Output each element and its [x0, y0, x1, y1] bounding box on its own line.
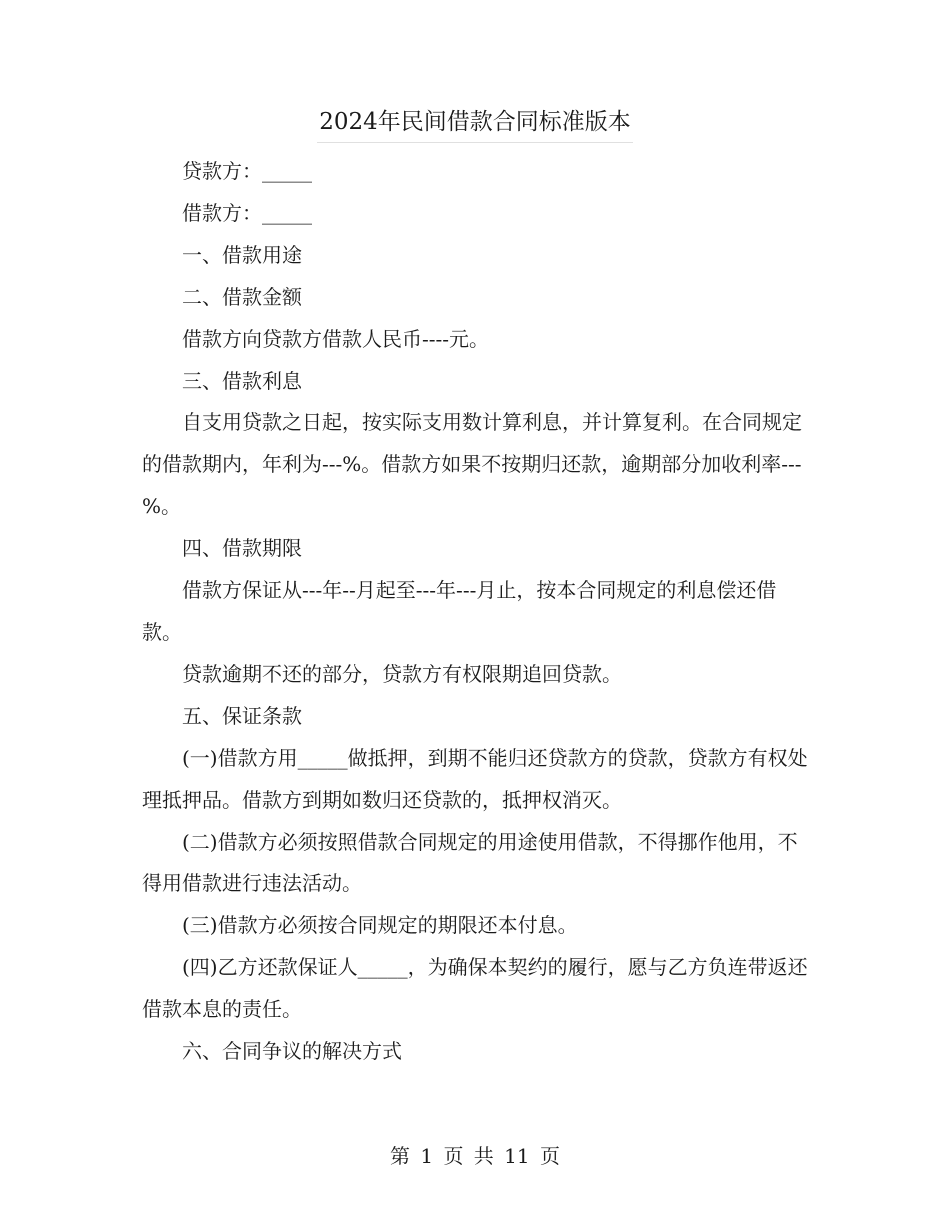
document-title-wrapper [0, 104, 950, 143]
paragraph-borrower: 借款方：_____ [182, 200, 312, 225]
clause-guarantee-2: (二)借款方必须按照借款合同规定的用途使用借款，不得挪作他用，不得用借款进行违法活动。 [142, 829, 798, 896]
section-heading-dispute: 六、合同争议的解决方式 [182, 1039, 402, 1064]
section-heading-amount: 二、借款金额 [182, 284, 302, 309]
clause-guarantee-1: (一)借款方用_____做抵押，到期不能归还贷款方的贷款，贷款方有权处理抵押品。借款方到期如数归还贷款的，抵押权消灭。 [142, 745, 808, 812]
section-heading-purpose: 一、借款用途 [182, 242, 302, 267]
paragraph-amount: 借款方向贷款方借款人民币----元。 [182, 326, 490, 351]
paragraph-lender: 贷款方：_____ [182, 159, 312, 183]
document-body [142, 151, 812, 1073]
section-heading-guarantee: 五、保证条款 [182, 703, 302, 728]
paragraph-overdue: 贷款逾期不还的部分，贷款方有权限期追回贷款。 [182, 661, 622, 686]
clause-guarantee-3: (三)借款方必须按合同规定的期限还本付息。 [182, 913, 578, 938]
paragraph-interest: 自支用贷款之日起，按实际支用数计算利息，并计算复利。在合同规定的借款期内，年利为---%。借款方如果不按期归还款，逾期部分加收利率---%。 [142, 410, 802, 519]
section-heading-interest: 三、借款利息 [182, 368, 302, 393]
clause-guarantee-4: (四)乙方还款保证人_____，为确保本契约的履行，愿与乙方负连带返还借款本息的责任。 [142, 955, 808, 1022]
paragraph-term: 借款方保证从---年--月起至---年---月止，按本合同规定的利息偿还借款。 [142, 578, 777, 644]
document-title: 2024年民间借款合同标准版本 [317, 104, 633, 143]
page-footer: 第 1 页 共 11 页 [390, 1144, 560, 1168]
section-heading-term: 四、借款期限 [182, 536, 302, 561]
